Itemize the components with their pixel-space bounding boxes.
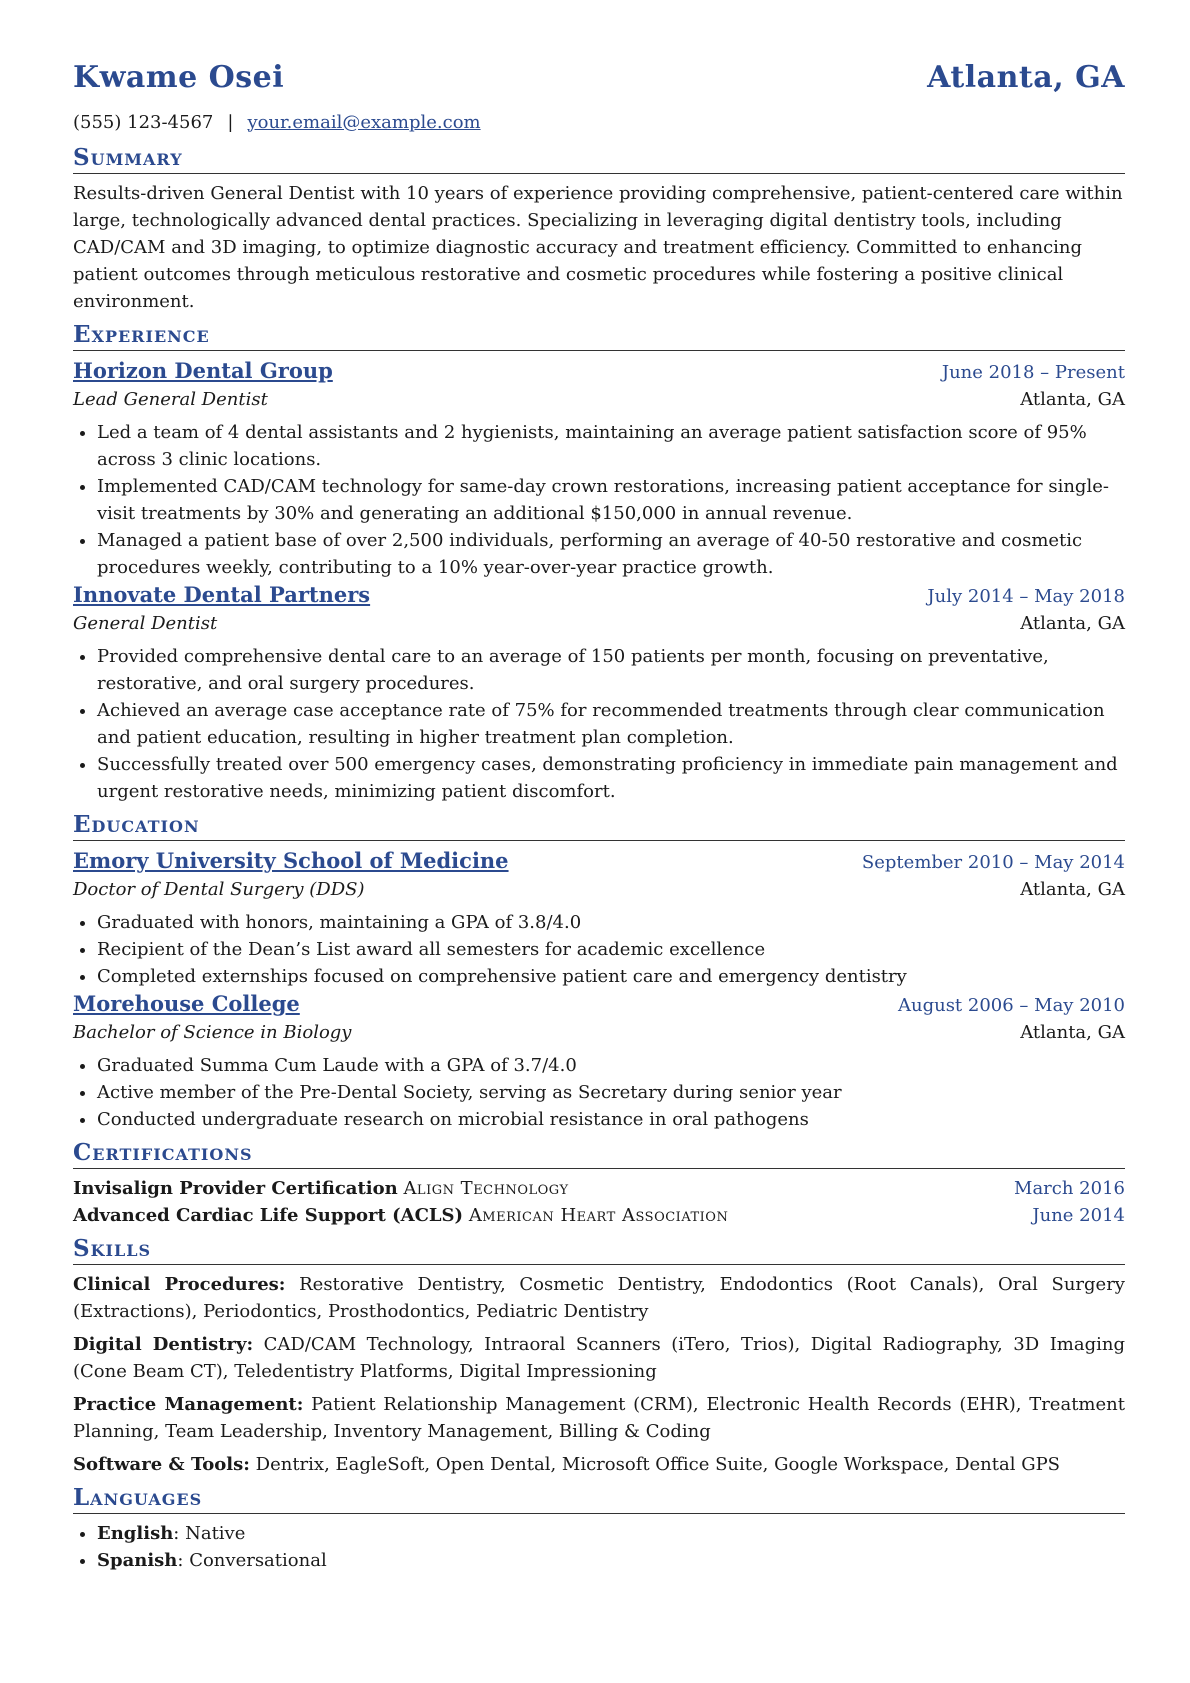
skill-text: Dentrix, EagleSoft, Open Dental, Microsoft Office Suite, Google Workspace, Dental GPS [255, 1454, 1061, 1475]
list-item: • Graduated with honors, maintaining a GPA of 3.8/4.0 [97, 909, 1125, 936]
school-link[interactable]: Morehouse College [73, 991, 300, 1016]
candidate-name: Kwame Osei [73, 60, 285, 95]
job-title: General Dentist [73, 613, 218, 634]
degree: Doctor of Dental Surgery (DDS) [73, 879, 365, 900]
list-item: • Successfully treated over 500 emergency cases, demonstrating proficiency in immediate pain management and urgent restorative needs, minimizing patient discomfort. [97, 751, 1125, 805]
skill-text: CAD/CAM Technology, Intraoral Scanners (iTero, Trios), Digital Radiography, 3D Imaging (Cone Beam CT), Teledentistry Platforms, Digital Impressioning [73, 1334, 1125, 1382]
certification-label [73, 1175, 569, 1202]
list-item [97, 1520, 1125, 1547]
list-item: • Provided comprehensive dental care to an average of 150 patients per month, focusing on preventative, restorative, and oral surgery procedures. [97, 643, 1125, 697]
certifications-section [73, 1139, 1125, 1229]
list-item: • Led a team of 4 dental assistants and 2 hygienists, maintaining an average patient satisfaction score of 95% across 3 clinic locations. [97, 419, 1125, 473]
education-entry [73, 990, 1125, 1133]
experience-section [73, 321, 1125, 805]
entry-date: July 2014 – May 2018 [927, 586, 1125, 607]
certification-name: Invisalign Provider Certification [73, 1178, 398, 1199]
certification-row [73, 1202, 1125, 1229]
bullet-list [73, 643, 1125, 805]
certification-org: Align Technology [403, 1178, 569, 1199]
entry-subheading [73, 876, 1125, 903]
section-title-summary: Summary [73, 144, 1125, 174]
list-item: • Conducted undergraduate research on microbial resistance in oral pathogens [97, 1106, 1125, 1133]
bullet-list [73, 1052, 1125, 1133]
skill-group [73, 1271, 1125, 1325]
entry-date: September 2010 – May 2014 [861, 852, 1125, 873]
skill-label: Digital Dentistry: [73, 1334, 254, 1355]
section-title-languages: Languages [73, 1484, 1125, 1514]
experience-entry [73, 581, 1125, 805]
job-title: Lead General Dentist [73, 389, 268, 410]
entry-subheading [73, 1019, 1125, 1046]
skill-label: Software & Tools: [73, 1454, 250, 1475]
contact-separator: | [227, 111, 234, 133]
entry-date: August 2006 – May 2010 [897, 995, 1125, 1016]
experience-entry [73, 357, 1125, 581]
entry-subheading [73, 386, 1125, 413]
bullet-list [73, 909, 1125, 990]
list-item: • Managed a patient base of over 2,500 individuals, performing an average of 40-50 restorative and cosmetic procedures weekly, contributing to a 10% year-over-year practice growth. [97, 527, 1125, 581]
skill-group [73, 1391, 1125, 1445]
skill-group [73, 1331, 1125, 1385]
language-name: Spanish [97, 1550, 178, 1571]
language-name: English [97, 1523, 174, 1544]
header-location: Atlanta, GA [927, 60, 1125, 95]
skill-group [73, 1451, 1125, 1478]
section-title-education: Education [73, 811, 1125, 841]
school-link[interactable]: Emory University School of Medicine [73, 848, 509, 873]
list-item: • Achieved an average case acceptance rate of 75% for recommended treatments through clear communication and patient education, resulting in higher treatment plan completion. [97, 697, 1125, 751]
skill-label: Clinical Procedures: [73, 1274, 286, 1295]
list-item: • Graduated Summa Cum Laude with a GPA of 3.7/4.0 [97, 1052, 1125, 1079]
section-title-certifications: Certifications [73, 1139, 1125, 1169]
resume-page [73, 60, 1125, 1574]
certification-date: June 2014 [1032, 1205, 1125, 1226]
entry-date: June 2018 – Present [941, 362, 1125, 383]
skills-section [73, 1235, 1125, 1478]
summary-text: Results-driven General Dentist with 10 years of experience providing comprehensive, patient-centered care within large, technologically advanced dental practices. Specializing in leveraging digital dentistry tools, including CAD/CAM and 3D imaging, to optimize diagnostic accuracy and treatment efficiency. Committed to enhancing patient outcomes through meticulous restorative and cosmetic procedures while fostering a positive clinical environment. [73, 183, 1123, 312]
languages-section [73, 1484, 1125, 1574]
employer-link[interactable]: Horizon Dental Group [73, 358, 333, 383]
entry-location: Atlanta, GA [1020, 1022, 1125, 1043]
entry-heading [73, 990, 1125, 1019]
education-entry [73, 847, 1125, 990]
entry-location: Atlanta, GA [1020, 879, 1125, 900]
skill-text: Restorative Dentistry, Cosmetic Dentistry, Endodontics (Root Canals), Oral Surgery (Extractions), Periodontics, Prosthodontics, Pediatric Dentistry [73, 1274, 1125, 1322]
list-item: • Completed externships focused on comprehensive patient care and emergency dentistry [97, 963, 1125, 990]
resume-header [73, 60, 1125, 106]
list-item [97, 1547, 1125, 1574]
entry-heading [73, 357, 1125, 386]
list-item: • Implemented CAD/CAM technology for same-day crown restorations, increasing patient acceptance for single-visit treatments by 30% and generating an additional $150,000 in annual revenue. [97, 473, 1125, 527]
certification-date: March 2016 [1014, 1178, 1125, 1199]
section-title-skills: Skills [73, 1235, 1125, 1265]
degree: Bachelor of Science in Biology [73, 1022, 352, 1043]
list-item: • Recipient of the Dean’s List award all semesters for academic excellence [97, 936, 1125, 963]
contact-line [73, 106, 1125, 138]
email-link[interactable]: your.email@example.com [247, 111, 481, 133]
employer-link[interactable]: Innovate Dental Partners [73, 582, 371, 607]
entry-heading [73, 847, 1125, 876]
bullet-list [73, 419, 1125, 581]
language-level: : Native [173, 1523, 246, 1544]
entry-location: Atlanta, GA [1020, 613, 1125, 634]
certification-name: Advanced Cardiac Life Support (ACLS) [73, 1205, 464, 1226]
list-item: • Active member of the Pre-Dental Society, serving as Secretary during senior year [97, 1079, 1125, 1106]
language-level: : Conversational [177, 1550, 327, 1571]
entry-subheading [73, 610, 1125, 637]
certification-row [73, 1175, 1125, 1202]
certification-label [73, 1202, 728, 1229]
language-list [73, 1520, 1125, 1574]
entry-heading [73, 581, 1125, 610]
certification-org: American Heart Association [468, 1205, 729, 1226]
summary-section [73, 144, 1125, 315]
phone-number: (555) 123-4567 [73, 111, 214, 133]
section-title-experience: Experience [73, 321, 1125, 351]
entry-location: Atlanta, GA [1020, 389, 1125, 410]
skill-text: Patient Relationship Management (CRM), Electronic Health Records (EHR), Treatment Planning, Team Leadership, Inventory Management, Billing & Coding [73, 1394, 1125, 1442]
skill-label: Practice Management: [73, 1394, 304, 1415]
education-section [73, 811, 1125, 1133]
